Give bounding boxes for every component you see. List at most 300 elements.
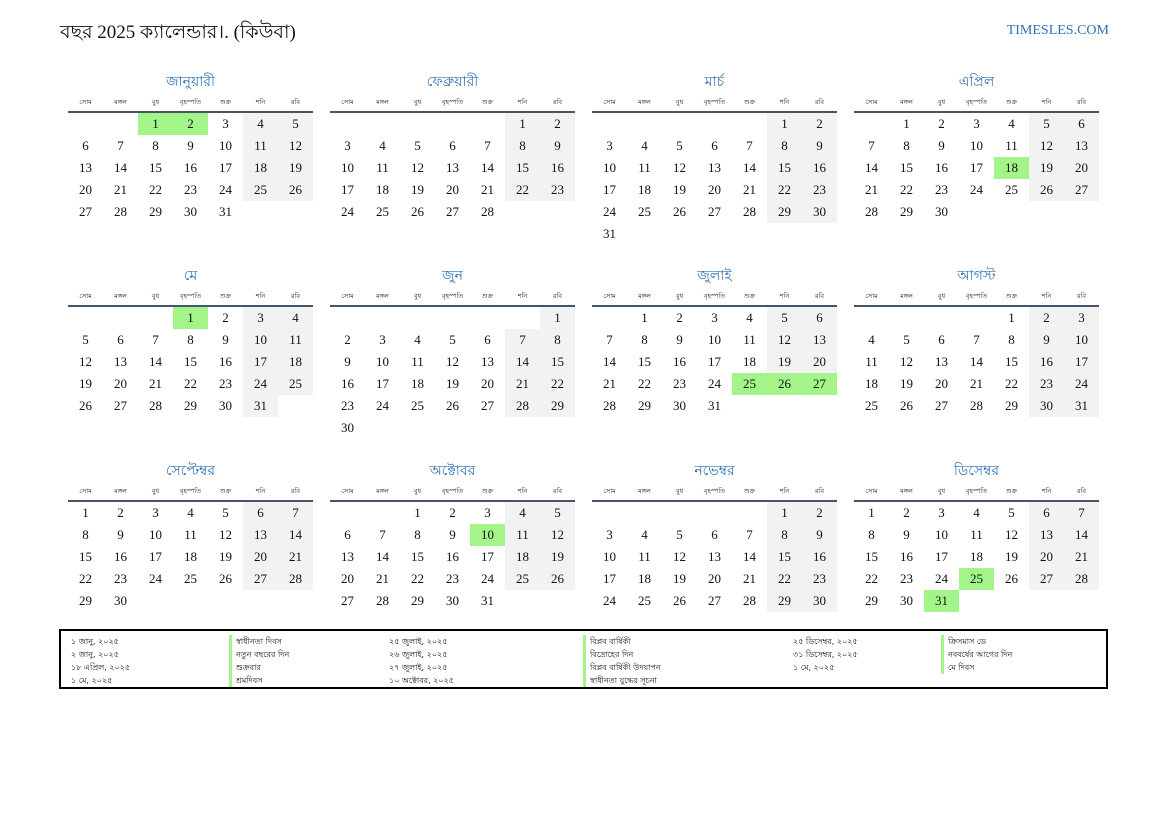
holiday-date: ৩১ ডিসেম্বর, ২০২৫ [793,650,858,659]
day-cell: 1 [903,116,910,131]
day-cell: 24 [1064,373,1099,395]
day-cell: 8 [414,527,421,542]
holiday-day-cell: 2 [173,113,208,135]
weekday-label: শুক্র [743,98,756,106]
weekday-header [592,483,837,502]
day-cell: 12 [1005,527,1018,542]
day-cell: 16 [802,157,837,179]
day-cell: 21 [114,182,127,197]
holiday-date: ১ জানু, ২০২৫ [71,637,119,646]
day-cell: 4 [973,505,980,520]
empty-cell [400,307,435,329]
empty-cell [854,113,889,135]
day-cell: 10 [603,160,616,175]
day-cell: 24 [149,571,162,586]
day-cell: 7 [606,332,613,347]
day-cell: 4 [641,527,648,542]
day-cell: 22 [767,568,802,590]
day-cell: 19 [1005,549,1018,564]
day-cell: 18 [638,182,651,197]
day-cell: 24 [341,204,354,219]
weekday-label: মঙ্গল [114,487,127,495]
weekday-label: সোম [865,487,878,495]
site-link[interactable]: TIMESLES.COM [1006,23,1109,38]
empty-cell [103,113,138,135]
day-cell: 23 [184,182,197,197]
holiday-name: স্বাধীনতা যুদ্ধের সূচনা [583,674,661,687]
day-cell: 3 [711,310,718,325]
day-cell: 29 [411,593,424,608]
weekday-label: শুক্র [1005,98,1018,106]
day-cell: 12 [411,160,424,175]
day-cell: 10 [149,527,162,542]
day-cell: 31 [219,204,232,219]
weekday-label: সোম [79,292,92,300]
month-name: ডিসেম্বর [953,463,1000,479]
day-cell: 11 [1005,138,1018,153]
holiday-date: ১ মে, ২০২৫ [71,676,113,685]
empty-cell [330,307,365,329]
day-cell: 22 [411,571,424,586]
holiday-day-cell: 1 [173,307,208,329]
day-cell: 1 [82,505,89,520]
weekday-label: সোম [603,487,616,495]
day-cell: 15 [411,549,424,564]
day-cell: 15 [767,157,802,179]
weekday-header [330,288,575,307]
day-cell: 3 [484,505,491,520]
day-cell: 28 [376,593,389,608]
weekday-label: সোম [341,487,354,495]
weekday-label: সোম [865,98,878,106]
day-cell: 30 [341,420,354,435]
holiday-day-cell: 25 [959,568,994,590]
weekday-label: বুধ [937,487,946,495]
day-cell: 16 [900,549,913,564]
day-cell: 26 [900,398,913,413]
day-cell: 12 [673,160,686,175]
day-cell: 5 [1008,505,1015,520]
weekday-label: শনি [779,98,790,106]
day-cell: 16 [446,549,459,564]
day-cell: 17 [935,549,948,564]
day-cell: 5 [222,505,229,520]
weekday-label: শুক্র [481,487,494,495]
day-cell: 12 [900,354,913,369]
day-cell: 25 [278,373,313,395]
day-cell: 10 [219,138,232,153]
day-cell: 11 [411,354,424,369]
day-cell: 24 [708,376,721,391]
month-block [592,459,837,612]
day-cell: 2 [344,332,351,347]
day-cell: 22 [767,179,802,201]
day-cell: 15 [79,549,92,564]
day-cell: 3 [606,138,613,153]
weekday-label: সোম [603,98,616,106]
empty-cell [470,307,505,329]
empty-cell [889,307,924,329]
day-cell: 3 [222,116,229,131]
day-cell: 12 [79,354,92,369]
holiday-date: ২ জানু, ২০২৫ [71,650,119,659]
empty-cell [505,307,540,329]
holiday-day-cell: 27 [802,373,837,395]
day-cell: 15 [540,351,575,373]
day-cell: 14 [743,160,756,175]
day-cell: 4 [641,138,648,153]
day-cell: 14 [1064,524,1099,546]
day-cell: 26 [1005,571,1018,586]
day-cell: 17 [481,549,494,564]
day-cell: 9 [344,354,351,369]
day-cell: 19 [540,546,575,568]
day-grid [592,307,837,417]
day-cell: 13 [935,354,948,369]
day-cell: 5 [676,527,683,542]
day-cell: 8 [767,524,802,546]
day-cell: 7 [868,138,875,153]
day-cell: 10 [341,160,354,175]
weekday-label: বুধ [413,98,422,106]
day-cell: 23 [673,376,686,391]
month-name: ফেব্রুয়ারী [426,74,479,90]
day-cell: 23 [1029,373,1064,395]
day-cell: 4 [243,113,278,135]
holiday-date: ২৬ জুলাই, ২০২৫ [389,650,448,659]
day-cell: 6 [243,502,278,524]
day-cell: 25 [411,398,424,413]
day-cell: 13 [1064,135,1099,157]
weekday-label: শনি [1041,487,1052,495]
empty-cell [697,502,732,524]
day-cell: 21 [865,182,878,197]
day-cell: 19 [278,157,313,179]
weekday-label: বুধ [151,98,160,106]
month-block [68,459,313,612]
day-cell: 29 [900,204,913,219]
day-cell: 19 [79,376,92,391]
weekday-label: শনি [255,292,266,300]
day-cell: 2 [938,116,945,131]
day-cell: 24 [219,182,232,197]
holiday-day-cell: 1 [138,113,173,135]
weekday-label: বৃহস্পতি [703,98,726,106]
weekday-label: রবি [552,487,563,495]
day-cell: 8 [152,138,159,153]
weekday-label: শনি [779,487,790,495]
weekday-header [330,94,575,113]
page-title: বছর 2025 ক্যালেন্ডার।. (কিউবা) [60,22,296,43]
month-name: নভেম্বর [694,463,735,479]
day-cell: 11 [638,549,651,564]
day-cell: 13 [708,549,721,564]
empty-cell [68,113,103,135]
day-grid [68,113,313,223]
day-cell: 27 [114,398,127,413]
day-cell: 13 [481,354,494,369]
weekday-label: রবি [814,292,825,300]
day-cell: 14 [376,549,389,564]
day-cell: 9 [540,135,575,157]
day-cell: 26 [278,179,313,201]
day-cell: 18 [743,354,756,369]
weekday-label: রবি [290,292,301,300]
day-cell: 2 [222,310,229,325]
day-cell: 28 [865,204,878,219]
day-cell: 10 [935,527,948,542]
day-cell: 22 [1005,376,1018,391]
day-cell: 20 [802,351,837,373]
month-block [330,70,575,223]
day-cell: 28 [114,204,127,219]
weekday-header [330,483,575,502]
weekday-label: রবি [290,98,301,106]
weekday-header [68,288,313,307]
day-cell: 29 [79,593,92,608]
weekday-label: বৃহস্পতি [965,98,988,106]
month-name: মে [183,268,198,284]
day-grid [330,113,575,223]
day-cell: 30 [1029,395,1064,417]
weekday-label: রবি [552,98,563,106]
day-cell: 24 [376,398,389,413]
day-cell: 28 [743,204,756,219]
day-cell: 8 [82,527,89,542]
day-cell: 26 [446,398,459,413]
holiday-day-cell: 25 [732,373,767,395]
day-cell: 17 [243,351,278,373]
weekday-label: শনি [517,98,528,106]
day-cell: 5 [1029,113,1064,135]
day-cell: 23 [802,568,837,590]
day-cell: 21 [970,376,983,391]
day-cell: 20 [708,571,721,586]
day-cell: 25 [505,568,540,590]
day-cell: 5 [414,138,421,153]
weekday-label: রবি [1076,487,1087,495]
day-cell: 25 [1005,182,1018,197]
day-cell: 6 [938,332,945,347]
day-cell: 16 [341,376,354,391]
holiday-list [59,629,1108,689]
day-cell: 15 [149,160,162,175]
weekday-label: শুক্র [481,98,494,106]
day-cell: 22 [505,179,540,201]
day-cell: 14 [114,160,127,175]
weekday-header [68,483,313,502]
day-cell: 3 [243,307,278,329]
month-block [854,264,1099,417]
day-cell: 13 [446,160,459,175]
day-cell: 27 [1029,568,1064,590]
day-cell: 7 [746,527,753,542]
day-grid [854,113,1099,223]
weekday-header [592,94,837,113]
day-cell: 18 [865,376,878,391]
weekday-label: সোম [341,292,354,300]
day-cell: 30 [673,398,686,413]
day-cell: 17 [376,376,389,391]
day-cell: 5 [278,113,313,135]
day-cell: 30 [802,201,837,223]
day-grid [330,502,575,612]
day-cell: 4 [1008,116,1015,131]
day-cell: 22 [865,571,878,586]
day-cell: 28 [278,568,313,590]
day-cell: 11 [743,332,756,347]
day-cell: 23 [446,571,459,586]
day-cell: 21 [278,546,313,568]
day-cell: 19 [1029,157,1064,179]
holiday-name: নতুন বছরের দিন [229,648,289,661]
day-cell: 23 [802,179,837,201]
day-cell: 8 [505,135,540,157]
month-block [592,264,837,417]
weekday-label: বুধ [413,292,422,300]
day-cell: 1 [540,307,575,329]
day-cell: 26 [673,593,686,608]
day-cell: 9 [1029,329,1064,351]
day-cell: 23 [114,571,127,586]
day-cell: 21 [743,571,756,586]
day-cell: 24 [603,204,616,219]
day-cell: 1 [641,310,648,325]
day-cell: 12 [767,329,802,351]
day-cell: 17 [603,571,616,586]
day-cell: 17 [708,354,721,369]
holiday-name: স্বাধীনতা দিবস [229,635,289,648]
day-cell: 15 [767,546,802,568]
day-cell: 4 [379,138,386,153]
weekday-label: বুধ [151,292,160,300]
day-cell: 11 [505,524,540,546]
weekday-header [854,288,1099,307]
day-cell: 23 [341,398,354,413]
day-cell: 9 [676,332,683,347]
day-grid [854,502,1099,612]
day-cell: 5 [449,332,456,347]
day-cell: 2 [117,505,124,520]
day-cell: 17 [1064,351,1099,373]
day-cell: 6 [449,138,456,153]
day-cell: 4 [414,332,421,347]
day-cell: 9 [802,524,837,546]
weekday-label: মঙ্গল [638,487,651,495]
month-block [68,264,313,417]
weekday-label: সোম [79,487,92,495]
day-cell: 26 [1029,179,1064,201]
day-cell: 29 [184,398,197,413]
holiday-name: ক্রিসমাস ডে [941,635,1012,648]
empty-cell [959,307,994,329]
day-cell: 22 [638,376,651,391]
holiday-name: বিদ্রোহের দিন [583,648,661,661]
day-cell: 23 [935,182,948,197]
day-cell: 20 [1029,546,1064,568]
month-block [330,264,575,439]
empty-cell [662,502,697,524]
weekday-header [68,94,313,113]
day-cell: 22 [184,376,197,391]
holiday-date: ১ মে, ২০২৫ [793,663,835,672]
day-cell: 10 [970,138,983,153]
day-cell: 23 [900,571,913,586]
weekday-label: শুক্র [1005,292,1018,300]
day-cell: 11 [865,354,878,369]
day-cell: 10 [1064,329,1099,351]
weekday-label: বুধ [675,98,684,106]
day-cell: 23 [540,179,575,201]
day-cell: 4 [278,307,313,329]
day-cell: 10 [708,332,721,347]
empty-cell [470,113,505,135]
day-cell: 9 [802,135,837,157]
day-cell: 28 [481,204,494,219]
weekday-label: সোম [865,292,878,300]
day-cell: 21 [603,376,616,391]
day-cell: 27 [341,593,354,608]
day-cell: 6 [1029,502,1064,524]
weekday-label: বুধ [675,292,684,300]
day-cell: 20 [935,376,948,391]
holiday-name: শুক্রবার [229,661,289,674]
weekday-label: রবি [552,292,563,300]
day-cell: 1 [868,505,875,520]
day-cell: 18 [278,351,313,373]
day-cell: 17 [149,549,162,564]
month-block [854,70,1099,223]
empty-cell [627,502,662,524]
day-cell: 6 [711,527,718,542]
day-cell: 5 [82,332,89,347]
empty-cell [68,307,103,329]
empty-cell [138,307,173,329]
day-cell: 29 [638,398,651,413]
day-cell: 9 [938,138,945,153]
day-cell: 15 [184,354,197,369]
month-block [854,459,1099,612]
day-cell: 5 [676,138,683,153]
day-cell: 7 [379,527,386,542]
day-cell: 10 [376,354,389,369]
month-name: আগস্ট [957,268,996,284]
empty-cell [330,502,365,524]
day-cell: 27 [708,204,721,219]
day-cell: 7 [505,329,540,351]
day-cell: 25 [638,593,651,608]
weekday-label: রবি [814,487,825,495]
day-cell: 27 [243,568,278,590]
weekday-label: রবি [1076,292,1087,300]
empty-cell [697,113,732,135]
day-cell: 5 [903,332,910,347]
day-cell: 9 [222,332,229,347]
day-cell: 2 [903,505,910,520]
day-cell: 2 [802,502,837,524]
day-cell: 15 [900,160,913,175]
day-cell: 24 [481,571,494,586]
day-cell: 2 [1029,307,1064,329]
day-cell: 11 [278,329,313,351]
day-cell: 4 [868,332,875,347]
day-cell: 17 [219,160,232,175]
day-cell: 26 [219,571,232,586]
day-cell: 2 [802,113,837,135]
day-cell: 16 [219,354,232,369]
day-cell: 7 [973,332,980,347]
day-cell: 17 [970,160,983,175]
